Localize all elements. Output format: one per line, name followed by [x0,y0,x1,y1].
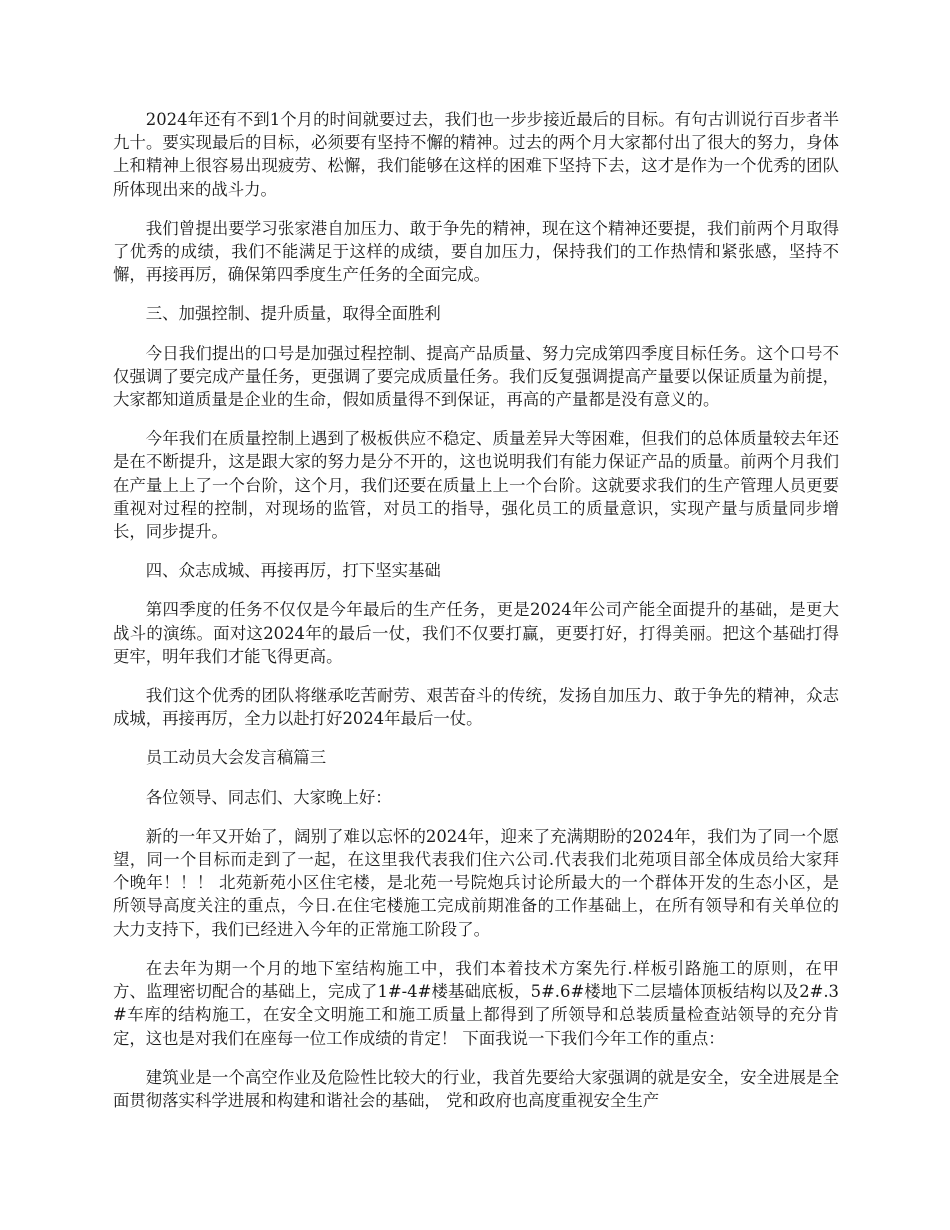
paragraph: 新的一年又开始了，阔别了难以忘怀的2024年，迎来了充满期盼的2024年，我们为了同一个愿望，同一个目标而走到了一起，在这里我代表我们住六公司.代表我们北苑项目部全体成员给大家拜个晚年！！！ 北苑新苑小区住宅楼，是北苑一号院炮兵讨论所最大的一个群体开发的生态小区，是所领导高度关注的重点，今日.在住宅楼施工完成前期准备的工作基础上，在所有领导和有关单位的大力支持下，我们已经进入今年的正常施工阶段了。 [113,826,839,939]
paragraph: 在去年为期一个月的地下室结构施工中，我们本着技术方案先行.样板引路施工的原则，在甲方、监理密切配合的基础上，完成了1#-4#楼基础底板，5#.6#楼地下二层墙体顶板结构以及2#.3#车库的结构施工，在安全文明施工和施工质量上都得到了所领导和总装质量检查站领导的充分肯定，这也是对我们在座每一位工作成绩的肯定！ 下面我说一下我们今年工作的重点： [113,958,839,1048]
paragraph: 2024年还有不到1个月的时间就要过去，我们也一步步接近最后的目标。有句古训说行百步者半九十。要实现最后的目标，必须要有坚持不懈的精神。过去的两个月大家都付出了很大的努力，身体上和精神上很容易出现疲劳、松懈，我们能够在这样的困难下坚持下去，这才是作为一个优秀的团队所体现出来的战斗力。 [113,110,839,199]
section-heading: 员工动员大会发言稿篇三 [145,748,327,768]
paragraph: 今年我们在质量控制上遇到了极板供应不稳定、质量差异大等困难，但我们的总体质量较去年还是在不断提升，这是跟大家的努力是分不开的，这也说明我们有能力保证产品的质量。前两个月我们在产量上上了一个台阶，这个月，我们还要在质量上上一个台阶。这就要求我们的生产管理人员更要重视对过程的控制，对现场的监管，对员工的指导，强化员工的质量意识，实现产量与质量同步增长，同步提升。 [113,429,839,542]
paragraph: 建筑业是一个高空作业及危险性比较大的行业，我首先要给大家强调的就是安全，安全进展是全面贯彻落实科学进展和构建和谐社会的基础， 党和政府也高度重视安全生产 [113,1067,839,1110]
document-body [113,108,839,1128]
section-heading: 三、加强控制、提升质量，取得全面胜利 [145,304,441,324]
paragraph: 我们曾提出要学习张家港自加压力、敢于争先的精神，现在这个精神还要提，我们前两个月取得了优秀的成绩，我们不能满足于这样的成绩，要自加压力，保持我们的工作热情和紧张感，坚持不懈，再接再厉，确保第四季度生产任务的全面完成。 [113,218,839,285]
section-heading: 四、众志成城、再接再厉，打下坚实基础 [145,561,441,581]
paragraph: 今日我们提出的口号是加强过程控制、提高产品质量、努力完成第四季度目标任务。这个口号不仅强调了要完成产量任务，更强调了要完成质量任务。我们反复强调提高产量要以保证质量为前提，大家都知道质量是企业的生命，假如质量得不到保证，再高的产量都是没有意义的。 [113,343,839,410]
paragraph: 第四季度的任务不仅仅是今年最后的生产任务，更是2024年公司产能全面提升的基础，是更大战斗的演练。面对这2024年的最后一仗，我们不仅要打赢，更要打好，打得美丽。把这个基础打得更牢，明年我们才能飞得更高。 [113,600,839,666]
greeting: 各位领导、同志们、大家晚上好： [145,787,392,807]
paragraph: 我们这个优秀的团队将继承吃苦耐劳、艰苦奋斗的传统，发扬自加压力、敢于争先的精神，众志成城，再接再厉，全力以赴打好2024年最后一仗。 [113,686,839,729]
